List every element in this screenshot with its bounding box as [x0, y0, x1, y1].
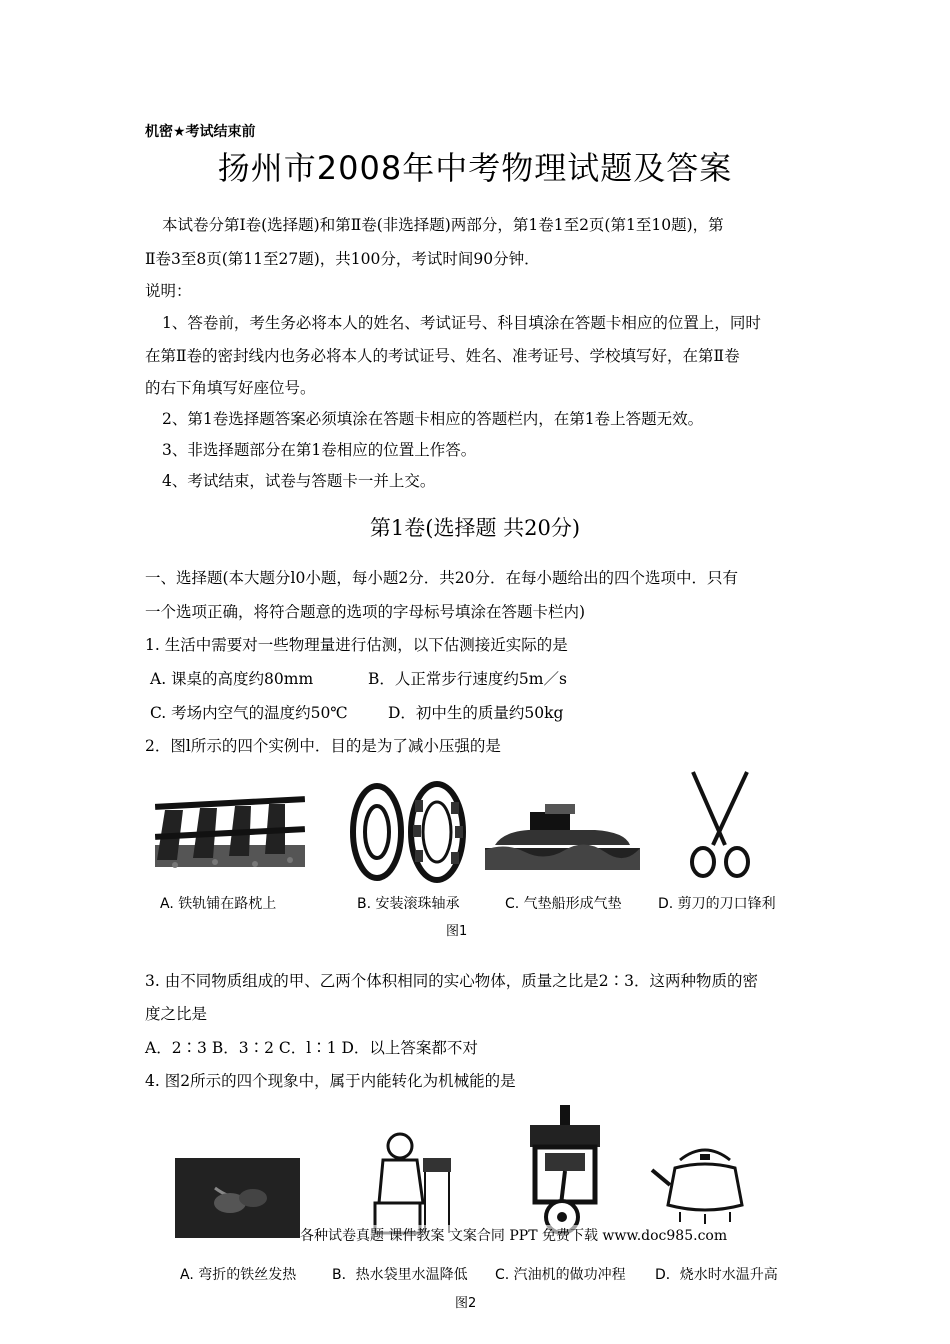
railway-track-illustration [155, 790, 305, 870]
q3-stem-2: 度之比是 [145, 1005, 208, 1023]
q1-option-b: B．人正常步行速度约5m／s [368, 670, 567, 688]
note-4: 4、考试结束，试卷与答题卡一并上交。 [162, 472, 436, 490]
fig1-caption-b: B. 安装滚珠轴承 [357, 896, 460, 912]
section-1-instructions-1: 一、选择题(本大题分l0小题，每小题2分．共20分．在每小题给出的四个选项中．只有 [145, 569, 738, 587]
q3-options: A．2∶3 B．3∶2 C．l∶1 D．以上答案都不对 [145, 1039, 478, 1057]
scissors-illustration [685, 770, 755, 880]
fig2-caption-b: B．热水袋里水温降低 [332, 1267, 468, 1283]
q1-option-a: A. 课桌的高度约80mm [150, 670, 314, 688]
engine-cylinder-illustration [520, 1105, 610, 1240]
note-1b: 在第Ⅱ卷的密封线内也务必将本人的考试证号、姓名、准考证号、学校填写好，在第Ⅱ卷 [145, 347, 740, 365]
kettle-illustration [650, 1140, 760, 1225]
fig2-caption-d: D．烧水时水温升高 [655, 1267, 778, 1283]
note-1c: 的右下角填写好座位号。 [145, 379, 316, 397]
q2-stem: 2．图l所示的四个实例中．目的是为了减小压强的是 [145, 737, 501, 755]
q1-option-d: D．初中生的质量约50kg [388, 704, 564, 722]
q3-stem-1: 3. 由不同物质组成的甲、乙两个体积相同的实心物体，质量之比是2∶3．这两种物质的密 [145, 972, 758, 990]
fig1-caption-a: A. 铁轨铺在路枕上 [160, 896, 277, 912]
q1-option-c: C. 考场内空气的温度约50℃ [150, 704, 348, 722]
figure-1-label: 图1 [446, 924, 468, 939]
confidential-label: 机密★考试结束前 [145, 124, 256, 140]
footer-watermark: 各种试卷真题 课件教案 文案合同 PPT 免费下载 www.doc985.com [300, 1225, 727, 1245]
fig1-caption-c: C. 气垫船形成气垫 [505, 896, 622, 912]
fig2-caption-c: C. 汽油机的做功冲程 [495, 1267, 626, 1283]
page-title: 扬州市2008年中考物理试题及答案 [217, 149, 733, 187]
fig2-caption-a: A. 弯折的铁丝发热 [180, 1267, 297, 1283]
note-3: 3、非选择题部分在第1卷相应的位置上作答。 [162, 441, 477, 459]
figure-2-label: 图2 [455, 1296, 477, 1311]
note-1a: 1、答卷前，考生务必将本人的姓名、考试证号、科目填涂在答题卡相应的位置上，同时 [162, 314, 761, 332]
hot-water-bottle-illustration [365, 1128, 455, 1238]
section-1-instructions-2: 一个选项正确，将符合题意的选项的字母标号填涂在答题卡栏内) [145, 603, 586, 621]
note-2: 2、第1卷选择题答案必须填涂在答题卡相应的答题栏内，在第1卷上答题无效。 [162, 410, 704, 428]
hovercraft-illustration [485, 800, 640, 870]
q4-stem: 4. 图2所示的四个现象中，属于内能转化为机械能的是 [145, 1072, 516, 1090]
q1-stem: 1. 生活中需要对一些物理量进行估测，以下估测接近实际的是 [145, 636, 568, 654]
intro-line-1: 本试卷分第Ⅰ卷(选择题)和第Ⅱ卷(非选择题)两部分，第1卷1至2页(第1至10题)，第 [162, 216, 724, 234]
bent-wire-photo [175, 1158, 300, 1238]
intro-line-2: Ⅱ卷3至8页(第11至27题)，共100分，考试时间90分钟． [145, 250, 540, 268]
section-1-heading: 第1卷(选择题 共20分) [369, 516, 581, 540]
fig1-caption-d: D. 剪刀的刀口锋利 [658, 896, 776, 912]
ball-bearing-illustration [345, 780, 475, 885]
notes-heading: 说明： [145, 282, 192, 300]
